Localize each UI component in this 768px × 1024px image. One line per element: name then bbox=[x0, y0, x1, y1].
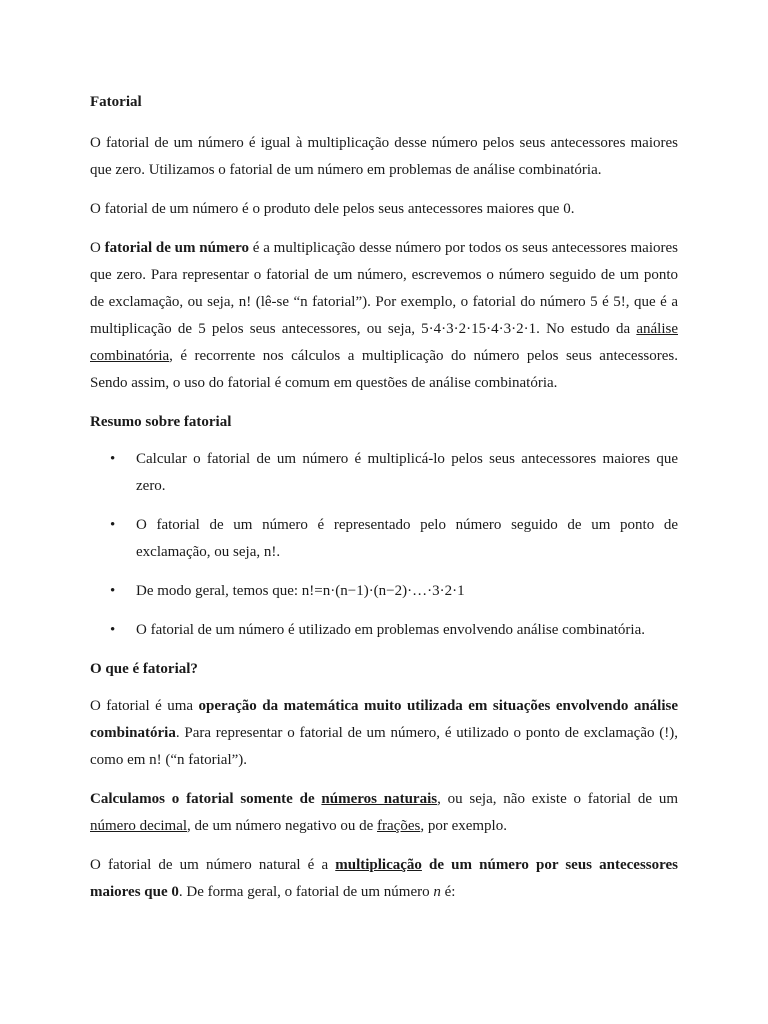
bullet-icon: • bbox=[110, 451, 116, 467]
list-item: • Calcular o fatorial de um número é multiplicá-lo pelos seus antecessores maiores que zero. bbox=[90, 446, 678, 500]
intro-paragraph: O fatorial de um número é igual à multiplicação desse número pelos seus antecessores maiores que zero. Utilizamos o fatorial de um número em problemas de análise combinatória. bbox=[90, 135, 678, 178]
section-heading-resumo: Resumo sobre fatorial bbox=[90, 414, 232, 430]
link-numero-decimal[interactable]: número decimal bbox=[90, 818, 188, 834]
summary-list bbox=[90, 446, 678, 644]
bold-phrase: operação da matemática muito utilizada em situações envolvendo análise combinatória bbox=[90, 698, 678, 741]
list-item: • O fatorial de um número é utilizado em problemas envolvendo análise combinatória. bbox=[90, 617, 678, 644]
link-analise-combinatoria[interactable]: análise combinatória bbox=[90, 321, 678, 364]
definition-paragraph: O fatorial de um número é o produto dele pelos seus antecessores maiores que 0. bbox=[90, 201, 575, 217]
bullet-icon: • bbox=[110, 622, 116, 638]
bullet-icon: • bbox=[110, 517, 116, 533]
list-item: • De modo geral, temos que: n!=n·(n−1)·(n−2)·…·3·2·1 bbox=[90, 578, 678, 605]
page-title: Fatorial bbox=[90, 94, 142, 110]
section-heading-o-que-e: O que é fatorial? bbox=[90, 661, 198, 677]
bullet-icon: • bbox=[110, 583, 116, 599]
bold-term: fatorial de um número bbox=[104, 240, 250, 256]
naturals-paragraph: Calculamos o fatorial somente de números naturais, ou seja, não existe o fatorial de um número decimal, de um número negativo ou de frações, por exemplo. bbox=[90, 791, 679, 834]
operation-paragraph: O fatorial é uma operação da matemática muito utilizada em situações envolvendo análise combinatória. Para representar o fatorial de um número, é utilizado o ponto de exclamação (!), como em n! (“n fatorial”). bbox=[90, 698, 678, 768]
document-content bbox=[90, 89, 678, 918]
variable-n: n bbox=[433, 884, 441, 900]
link-fracoes[interactable]: frações bbox=[377, 818, 421, 834]
list-item: • O fatorial de um número é representado pelo número seguido de um ponto de exclamação, ou seja, n!. bbox=[90, 512, 678, 566]
detail-paragraph: O fatorial de um número é a multiplicação desse número por todos os seus antecessores maiores que zero. Para representar o fatorial de um número, escrevemos o número seguido de um ponto de exclamação, ou seja, n! (lê-se “n fatorial”). Por exemplo, o fatorial do número 5 é 5!, que é a multiplicação de 5 pelos seus antecessores, ou seja, 5·4·3·2·15·4·3·2·1. No estudo da análise combinatória, é recorrente nos cálculos a multiplicação do número pelos seus antecessores. Sendo assim, o uso do fatorial é comum em questões de análise combinatória. bbox=[90, 240, 678, 391]
link-multiplicacao[interactable]: multiplicação bbox=[335, 857, 422, 873]
general-form-paragraph: O fatorial de um número natural é a multiplicação de um número por seus antecessores maiores que 0. De forma geral, o fatorial de um número n é: bbox=[90, 857, 678, 900]
link-numeros-naturais[interactable]: números naturais bbox=[321, 791, 438, 807]
